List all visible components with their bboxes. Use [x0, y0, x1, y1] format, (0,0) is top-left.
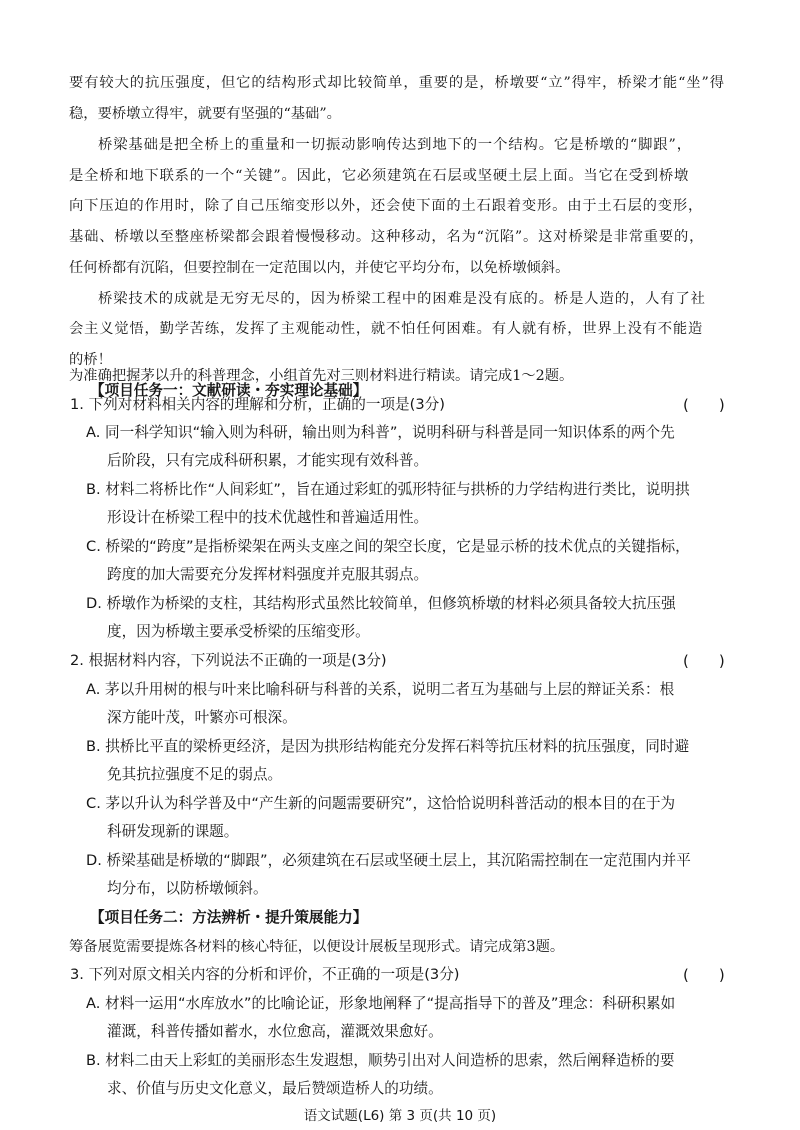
- option-line: B. 材料二将桥比作“人间彩虹”，旨在通过彩虹的弧形特征与拱桥的力学结构进行类比，说明拱: [86, 481, 690, 498]
- option-line: 均分布，以防桥墩倾斜。: [107, 880, 268, 897]
- task-heading: 【项目任务二：方法辨析・提升策展能力】: [90, 909, 368, 926]
- page-footer: 语文试题(L6) 第 3 页(共 10 页): [303, 1108, 497, 1124]
- task-intro: 筹备展览需要提炼各材料的核心特征，以便设计展板呈现形式。请完成第3题。: [69, 939, 565, 955]
- task-intro: 为准确把握茅以升的科普理念，小组首先对三则材料进行精读。请完成1～2题。: [69, 368, 574, 384]
- option-line: C. 茅以升认为科学普及中“产生新的问题需要研究”，这恰恰说明科普活动的根本目的在于为: [86, 795, 676, 812]
- option-line: 形设计在桥梁工程中的技术优越性和普遍适用性。: [107, 509, 429, 526]
- option-line: B. 拱桥比平直的梁桥更经济，是因为拱形结构能充分发挥石料等抗压材料的抗压强度，同时避: [86, 738, 690, 755]
- answer-paren: ( ): [683, 652, 725, 670]
- question-stem: 3. 下列对原文相关内容的分析和评价，不正确的一项是(3分): [70, 966, 460, 983]
- passage-line: 要有较大的抗压强度，但它的结构形式却比较简单，重要的是，桥墩要“立”得牢，桥梁才能“坐”得: [69, 75, 725, 91]
- option-line: 后阶段，只有完成科研积累，才能实现有效科普。: [107, 452, 429, 469]
- option-line: 深方能叶茂，叶繁亦可根深。: [107, 709, 297, 726]
- passage-line: 基础、桥墩以至整座桥梁都会跟着慢慢移动。这种移动，名为“沉陷”。这对桥梁是非常重要的，: [69, 229, 705, 245]
- passage-line: 稳，要桥墩立得牢，就要有坚强的“基础”。: [69, 106, 341, 122]
- option-line: B. 材料二由天上彩虹的美丽形态生发遐想，顺势引出对人间造桥的思索，然后阐释造桥的要: [86, 1052, 675, 1069]
- option-line: A. 同一科学知识“输入则为科研，输出则为科普”，说明科研与科普是同一知识体系的两个先: [86, 424, 675, 441]
- option-line: D. 桥梁基础是桥墩的“脚跟”，必须建筑在石层或坚硬土层上，其沉陷需控制在一定范围内并平: [86, 852, 691, 869]
- question-stem: 1. 下列对材料相关内容的理解和分析，正确的一项是(3分): [70, 396, 445, 413]
- option-line: 跨度的加大需要充分发挥材料强度并克服其弱点。: [107, 566, 429, 583]
- option-line: 求、价值与历史文化意义，最后赞颂造桥人的功绩。: [107, 1080, 443, 1097]
- option-line: A. 材料一运用“水库放水”的比喻论证，形象地阐释了“提高指导下的普及”理念：科研积累如: [86, 995, 676, 1012]
- passage-line: 任何桥都有沉陷，但要控制在一定范围以内，并使它平均分布，以免桥墩倾斜。: [69, 260, 570, 276]
- option-line: C. 桥梁的“跨度”是指桥梁架在两头支座之间的架空长度，它是显示桥的技术优点的关键指标，: [86, 538, 690, 555]
- passage-line: 是全桥和地下联系的一个“关键”。因此，它必须建筑在石层或坚硬土层上面。当它在受到桥墩: [69, 168, 690, 184]
- option-line: A. 茅以升用树的根与叶来比喻科研与科普的关系，说明二者互为基础与上层的辩证关系：根: [86, 681, 675, 698]
- option-line: 灌溉，科普传播如蓄水，水位愈高，灌溉效果愈好。: [107, 1023, 443, 1040]
- passage-line: 向下压迫的作用时，除了自己压缩变形以外，还会使下面的土石跟着变形。由于土石层的变形，: [69, 198, 704, 214]
- task-heading: 【项目任务一：文献研读・夯实理论基础】: [90, 382, 368, 399]
- passage-line: 的桥！: [69, 352, 112, 368]
- option-line: D. 桥墩作为桥梁的支柱，其结构形式虽然比较简单，但修筑桥墩的材料必须具备较大抗压强: [86, 595, 676, 612]
- question-stem: 2. 根据材料内容，下列说法不正确的一项是(3分): [70, 652, 387, 669]
- passage-line: 桥梁基础是把全桥上的重量和一切振动影响传达到地下的一个结构。它是桥墩的“脚跟”，: [98, 137, 692, 153]
- answer-paren: ( ): [683, 966, 725, 984]
- passage-line: 会主义觉悟，勤学苦练，发挥了主观能动性，就不怕任何困难。有人就有桥，世界上没有不能造: [69, 321, 704, 337]
- option-line: 免其抗拉强度不足的弱点。: [107, 766, 283, 783]
- passage-line: 桥梁技术的成就是无穷无尽的，因为桥梁工程中的困难是没有底的。桥是人造的，人有了社: [98, 291, 706, 307]
- answer-paren: ( ): [683, 396, 725, 414]
- option-line: 科研发现新的课题。: [107, 823, 239, 840]
- option-line: 度，因为桥墩主要承受桥梁的压缩变形。: [107, 623, 370, 640]
